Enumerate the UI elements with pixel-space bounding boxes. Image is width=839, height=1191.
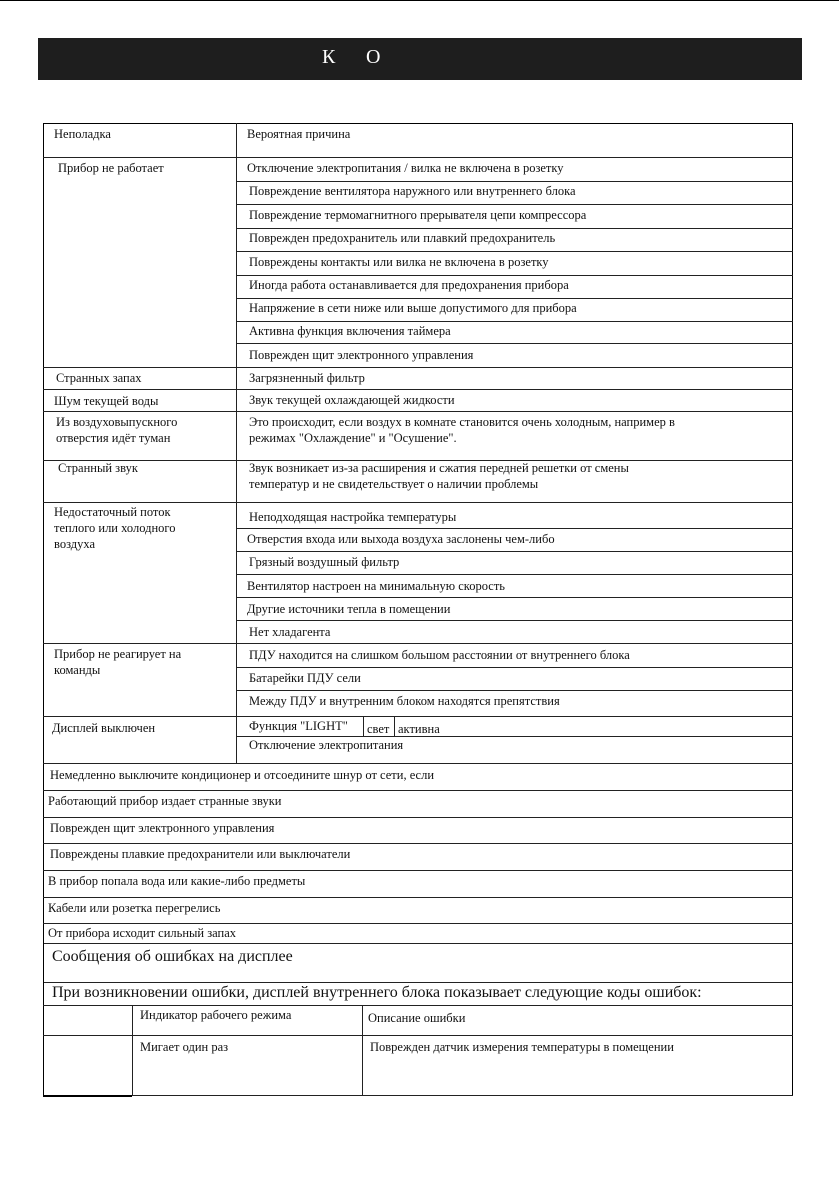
cause-cell: Неподходящая настройка температуры: [249, 510, 457, 524]
warning-item: Работающий прибор издает странные звуки: [48, 794, 282, 808]
cause-cell: Отверстия входа или выхода воздуха заслонены чем-либо: [247, 532, 555, 546]
problem-cell: Недостаточный поток: [54, 505, 171, 519]
cause-cell: Загрязненный фильтр: [249, 371, 365, 385]
cause-cell: Это происходит, если воздух в комнате становится очень холодным, например в: [249, 415, 675, 429]
banner-letter-o: О: [366, 46, 381, 68]
problem-cell: Прибор не работает: [58, 161, 164, 175]
banner-letter-k: К: [322, 46, 336, 68]
problem-cell: Прибор не реагирует на: [54, 647, 182, 661]
cause-cell: Другие источники тепла в помещении: [247, 602, 451, 616]
problem-cell: воздуха: [54, 537, 96, 551]
cause-cell: свет: [367, 722, 390, 736]
warning-item: Поврежден щит электронного управления: [50, 821, 275, 835]
errors-title: Сообщения об ошибках на дисплее: [52, 948, 293, 965]
cause-cell: Поврежден предохранитель или плавкий предохранитель: [249, 231, 556, 245]
problem-cell: Странный звук: [58, 461, 138, 475]
cause-cell: Нет хладагента: [249, 625, 331, 639]
cause-cell: активна: [398, 722, 440, 736]
cause-cell: Повреждены контакты или вилка не включена в розетку: [249, 255, 549, 269]
top-rule: [0, 0, 839, 1]
cause-cell: Функция "LIGHT": [249, 719, 348, 733]
col-header-description: Описание ошибки: [368, 1011, 466, 1025]
problem-cell: Шум текущей воды: [54, 394, 159, 408]
cause-cell: температур и не свидетельствует о наличии проблемы: [249, 477, 539, 491]
warning-item: Повреждены плавкие предохранители или выключатели: [50, 847, 351, 861]
warning-item: Кабели или розетка перегрелись: [48, 901, 221, 915]
problem-cell: Из воздуховыпускного: [56, 415, 178, 429]
col-header-cause: Вероятная причина: [247, 127, 351, 141]
error-description-cell: Поврежден датчик измерения температуры в помещении: [370, 1040, 674, 1054]
cause-cell: режимах "Охлаждение" и "Осушение".: [249, 431, 457, 445]
cause-cell: Между ПДУ и внутренним блоком находятся препятствия: [249, 694, 560, 708]
cause-cell: Грязный воздушный фильтр: [249, 555, 400, 569]
problem-cell: теплого или холодного: [54, 521, 176, 535]
cause-cell: Вентилятор настроен на минимальную скорость: [247, 579, 505, 593]
col-header-problem: Неполадка: [54, 127, 111, 141]
problem-cell: Странных запах: [56, 371, 142, 385]
section-banner: [38, 38, 802, 80]
cause-cell: Повреждение термомагнитного прерывателя цепи компрессора: [249, 208, 587, 222]
cause-cell: Повреждение вентилятора наружного или внутреннего блока: [249, 184, 576, 198]
warning-item: В прибор попала вода или какие-либо предметы: [48, 874, 306, 888]
problem-cell: Дисплей выключен: [52, 721, 156, 735]
col-header-indicator: Индикатор рабочего режима: [140, 1008, 292, 1022]
problem-cell: отверстия идёт туман: [56, 431, 171, 445]
warning-item: От прибора исходит сильный запах: [48, 926, 237, 940]
cause-cell: Отключение электропитания: [249, 738, 404, 752]
cause-cell: Отключение электропитания / вилка не включена в розетку: [247, 161, 564, 175]
cause-cell: Звук возникает из-за расширения и сжатия передней решетки от смены: [249, 461, 629, 475]
cause-cell: Батарейки ПДУ сели: [249, 671, 361, 685]
cause-cell: ПДУ находится на слишком большом расстоянии от внутреннего блока: [249, 648, 630, 662]
errors-intro: При возникновении ошибки, дисплей внутреннего блока показывает следующие коды ошибок:: [52, 984, 702, 1001]
warning-intro: Немедленно выключите кондиционер и отсоедините шнур от сети, если: [50, 768, 435, 782]
cause-cell: Поврежден щит электронного управления: [249, 348, 474, 362]
cause-cell: Иногда работа останавливается для предохранения прибора: [249, 278, 569, 292]
cause-cell: Звук текущей охлаждающей жидкости: [249, 393, 455, 407]
cause-cell: Напряжение в сети ниже или выше допустимого для прибора: [249, 301, 577, 315]
problem-cell: команды: [54, 663, 101, 677]
error-indicator-cell: Мигает один раз: [140, 1040, 229, 1054]
cause-cell: Активна функция включения таймера: [249, 324, 451, 338]
